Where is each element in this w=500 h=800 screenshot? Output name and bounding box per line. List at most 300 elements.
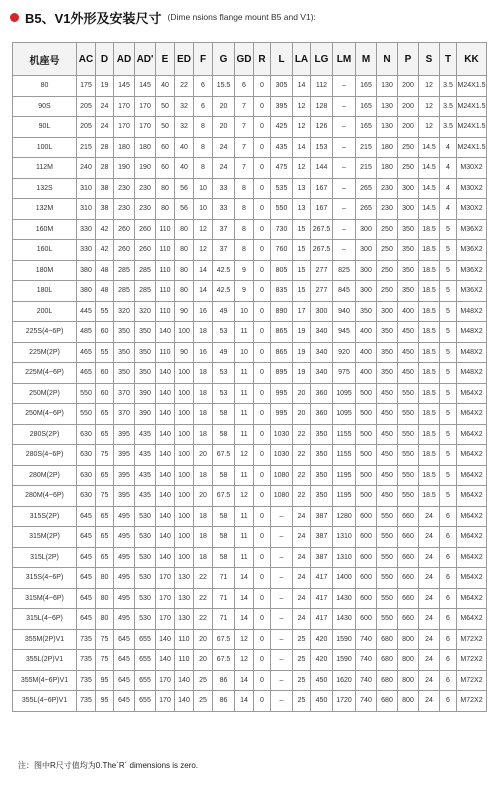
table-cell: 22	[293, 424, 311, 445]
table-cell: 0	[254, 506, 271, 527]
table-cell: 395	[114, 445, 135, 466]
table-cell: 110	[175, 629, 194, 650]
table-cell: 167	[311, 199, 333, 220]
table-cell: 500	[356, 465, 377, 486]
table-cell: 740	[356, 650, 377, 671]
table-cell: 350	[398, 240, 419, 261]
table-cell: 680	[377, 691, 398, 712]
table-row	[13, 650, 487, 671]
table-cell: 370	[114, 383, 135, 404]
table-cell: 350	[311, 486, 333, 507]
table-cell: 67.5	[213, 486, 235, 507]
table-cell: M64X2	[457, 486, 487, 507]
table-cell: 18	[194, 506, 213, 527]
table-cell: –	[333, 76, 356, 97]
table-cell: 100	[175, 465, 194, 486]
table-cell: 200	[398, 76, 419, 97]
table-cell: 19	[96, 76, 114, 97]
table-cell: 140	[175, 691, 194, 712]
table-cell: M64X2	[457, 404, 487, 425]
table-cell: 895	[271, 363, 293, 384]
column-header: LM	[333, 43, 356, 76]
table-cell: 65	[96, 506, 114, 527]
table-cell: 655	[135, 691, 156, 712]
table-cell: 53	[213, 363, 235, 384]
table-cell: 230	[377, 178, 398, 199]
column-header: AD'	[135, 43, 156, 76]
table-cell: 350	[377, 322, 398, 343]
table-cell: 645	[77, 506, 96, 527]
table-cell: 55	[96, 301, 114, 322]
table-cell: M48X2	[457, 301, 487, 322]
table-cell: 865	[271, 322, 293, 343]
frame-size-cell: 280M(4~6P)	[13, 486, 77, 507]
table-cell: –	[271, 588, 293, 609]
table-cell: 110	[156, 240, 175, 261]
table-cell: 65	[96, 404, 114, 425]
table-cell: 7	[235, 96, 254, 117]
table-cell: 450	[311, 670, 333, 691]
table-cell: 205	[77, 117, 96, 138]
title-row	[10, 4, 316, 30]
table-cell: 67.5	[213, 650, 235, 671]
table-cell: 1195	[333, 486, 356, 507]
table-cell: 11	[235, 383, 254, 404]
table-cell: 25	[194, 691, 213, 712]
table-cell: 14.5	[419, 137, 440, 158]
table-cell: 230	[135, 178, 156, 199]
table-cell: 435	[135, 424, 156, 445]
table-cell: 6	[235, 76, 254, 97]
table-cell: 420	[311, 650, 333, 671]
table-cell: 655	[135, 629, 156, 650]
table-cell: 170	[156, 670, 175, 691]
table-cell: 630	[77, 486, 96, 507]
table-cell: M24X1.5	[457, 117, 487, 138]
table-cell: 6	[440, 588, 457, 609]
table-cell: 32	[175, 96, 194, 117]
table-cell: 300	[311, 301, 333, 322]
frame-size-cell: 180L	[13, 281, 77, 302]
table-cell: 250	[398, 137, 419, 158]
table-cell: 18.5	[419, 322, 440, 343]
table-cell: 145	[114, 76, 135, 97]
table-row	[13, 137, 487, 158]
frame-size-cell: 100L	[13, 137, 77, 158]
table-cell: 800	[398, 691, 419, 712]
table-cell: 735	[77, 691, 96, 712]
table-cell: 5	[440, 465, 457, 486]
table-row	[13, 199, 487, 220]
table-cell: 67.5	[213, 445, 235, 466]
table-row	[13, 404, 487, 425]
table-cell: 495	[114, 547, 135, 568]
table-cell: 310	[77, 178, 96, 199]
table-cell: 58	[213, 424, 235, 445]
table-cell: 25	[293, 650, 311, 671]
table-cell: 450	[377, 404, 398, 425]
table-cell: 11	[235, 363, 254, 384]
table-cell: 18.5	[419, 465, 440, 486]
table-cell: M48X2	[457, 342, 487, 363]
table-cell: 56	[175, 199, 194, 220]
table-cell: M30X2	[457, 158, 487, 179]
table-cell: 24	[419, 568, 440, 589]
table-row	[13, 629, 487, 650]
table-cell: M64X2	[457, 568, 487, 589]
table-cell: 60	[156, 137, 175, 158]
table-cell: 9	[235, 260, 254, 281]
table-cell: 250	[377, 219, 398, 240]
table-cell: 215	[356, 158, 377, 179]
table-cell: M64X2	[457, 383, 487, 404]
table-cell: 38	[96, 199, 114, 220]
table-cell: 645	[77, 588, 96, 609]
table-cell: 100	[175, 547, 194, 568]
table-cell: 24	[96, 96, 114, 117]
table-cell: M64X2	[457, 588, 487, 609]
table-cell: 390	[135, 404, 156, 425]
table-row	[13, 609, 487, 630]
table-cell: 5	[440, 281, 457, 302]
table-cell: 130	[175, 588, 194, 609]
table-cell: 285	[135, 260, 156, 281]
table-cell: 350	[135, 322, 156, 343]
table-cell: 267.5	[311, 219, 333, 240]
table-cell: 1095	[333, 383, 356, 404]
table-cell: 8	[194, 117, 213, 138]
table-cell: 100	[175, 363, 194, 384]
table-cell: 450	[377, 465, 398, 486]
table-cell: 1095	[333, 404, 356, 425]
table-cell: 140	[175, 670, 194, 691]
table-cell: 55	[96, 342, 114, 363]
table-cell: 190	[114, 158, 135, 179]
table-cell: 350	[398, 219, 419, 240]
table-row	[13, 342, 487, 363]
table-cell: –	[333, 240, 356, 261]
table-cell: 22	[194, 609, 213, 630]
table-cell: 7	[235, 117, 254, 138]
table-cell: 0	[254, 404, 271, 425]
table-cell: 680	[377, 629, 398, 650]
table-cell: M64X2	[457, 465, 487, 486]
table-cell: 8	[194, 137, 213, 158]
table-cell: 995	[271, 383, 293, 404]
table-cell: 0	[254, 219, 271, 240]
table-cell: 15	[293, 219, 311, 240]
table-cell: 110	[156, 281, 175, 302]
table-cell: 350	[356, 301, 377, 322]
table-cell: 5	[440, 363, 457, 384]
table-cell: 14	[235, 609, 254, 630]
table-cell: 37	[213, 240, 235, 261]
table-cell: 465	[77, 363, 96, 384]
table-cell: 250	[398, 158, 419, 179]
frame-size-cell: 315S(2P)	[13, 506, 77, 527]
frame-size-cell: 132M	[13, 199, 77, 220]
table-cell: 38	[96, 178, 114, 199]
column-header: LG	[311, 43, 333, 76]
table-cell: 400	[398, 301, 419, 322]
table-cell: 20	[194, 629, 213, 650]
frame-size-cell: 225M(4~6P)	[13, 363, 77, 384]
table-cell: 495	[114, 588, 135, 609]
table-cell: 71	[213, 588, 235, 609]
table-cell: 680	[377, 650, 398, 671]
table-cell: 0	[254, 650, 271, 671]
table-cell: 530	[135, 506, 156, 527]
table-cell: 0	[254, 260, 271, 281]
column-header: LA	[293, 43, 311, 76]
table-cell: 350	[114, 322, 135, 343]
table-cell: 0	[254, 199, 271, 220]
table-cell: 500	[356, 404, 377, 425]
table-cell: 550	[77, 383, 96, 404]
column-header: ED	[175, 43, 194, 76]
table-cell: 435	[135, 445, 156, 466]
table-cell: 400	[356, 322, 377, 343]
table-row	[13, 301, 487, 322]
table-cell: 1400	[333, 568, 356, 589]
table-row	[13, 322, 487, 343]
table-cell: 20	[194, 650, 213, 671]
table-cell: 8	[235, 178, 254, 199]
table-row	[13, 424, 487, 445]
table-cell: 80	[175, 260, 194, 281]
table-cell: –	[271, 547, 293, 568]
table-cell: 140	[156, 322, 175, 343]
table-cell: 5	[440, 342, 457, 363]
table-cell: 735	[77, 629, 96, 650]
table-cell: –	[271, 609, 293, 630]
table-cell: 80	[175, 240, 194, 261]
table-cell: 350	[135, 342, 156, 363]
table-cell: 6	[440, 506, 457, 527]
column-header: L	[271, 43, 293, 76]
table-cell: 740	[356, 629, 377, 650]
table-cell: 33	[213, 199, 235, 220]
table-row	[13, 76, 487, 97]
table-cell: 550	[398, 424, 419, 445]
table-cell: 0	[254, 158, 271, 179]
table-cell: 24	[293, 609, 311, 630]
table-cell: 285	[114, 281, 135, 302]
table-cell: 1080	[271, 486, 293, 507]
table-cell: 6	[440, 691, 457, 712]
table-cell: 0	[254, 568, 271, 589]
table-cell: 845	[333, 281, 356, 302]
column-header: D	[96, 43, 114, 76]
table-cell: 75	[96, 629, 114, 650]
table-cell: 80	[156, 199, 175, 220]
table-cell: 655	[135, 670, 156, 691]
table-cell: 380	[77, 260, 96, 281]
table-cell: 0	[254, 465, 271, 486]
table-cell: 180	[135, 137, 156, 158]
table-cell: 140	[156, 383, 175, 404]
table-cell: 144	[311, 158, 333, 179]
table-cell: M30X2	[457, 178, 487, 199]
table-cell: 265	[356, 178, 377, 199]
table-cell: 12	[235, 650, 254, 671]
table-cell: 33	[213, 178, 235, 199]
table-cell: 350	[114, 342, 135, 363]
table-cell: 350	[135, 363, 156, 384]
frame-size-cell: 160M	[13, 219, 77, 240]
table-cell: 495	[114, 609, 135, 630]
table-cell: 24	[293, 588, 311, 609]
table-cell: M30X2	[457, 199, 487, 220]
table-cell: 530	[135, 527, 156, 548]
table-cell: 170	[156, 568, 175, 589]
table-cell: 500	[356, 445, 377, 466]
table-cell: 550	[377, 547, 398, 568]
table-row	[13, 240, 487, 261]
table-cell: 14	[293, 76, 311, 97]
table-cell: –	[271, 670, 293, 691]
frame-size-cell: 315L(4~6P)	[13, 609, 77, 630]
table-cell: 370	[114, 404, 135, 425]
table-cell: 12	[293, 158, 311, 179]
table-cell: 200	[398, 117, 419, 138]
table-cell: M64X2	[457, 527, 487, 548]
table-cell: 49	[213, 342, 235, 363]
table-cell: 0	[254, 670, 271, 691]
table-cell: 14.5	[419, 158, 440, 179]
table-row	[13, 383, 487, 404]
frame-size-cell: 112M	[13, 158, 77, 179]
table-cell: 12	[419, 117, 440, 138]
table-cell: –	[333, 199, 356, 220]
table-cell: 1430	[333, 588, 356, 609]
table-cell: 1310	[333, 527, 356, 548]
table-cell: 10	[235, 342, 254, 363]
table-cell: 310	[77, 199, 96, 220]
table-cell: 550	[398, 486, 419, 507]
table-cell: 9	[235, 281, 254, 302]
column-header: N	[377, 43, 398, 76]
table-cell: 450	[398, 322, 419, 343]
table-row	[13, 178, 487, 199]
table-cell: 90	[175, 342, 194, 363]
table-cell: 530	[135, 609, 156, 630]
table-cell: 130	[175, 609, 194, 630]
table-cell: 6	[440, 568, 457, 589]
table-cell: 0	[254, 691, 271, 712]
table-cell: 0	[254, 301, 271, 322]
table-cell: 0	[254, 117, 271, 138]
table-cell: 165	[356, 76, 377, 97]
table-cell: 12	[419, 76, 440, 97]
table-cell: 660	[398, 547, 419, 568]
table-cell: 50	[156, 96, 175, 117]
table-cell: 170	[135, 117, 156, 138]
table-cell: M72X2	[457, 650, 487, 671]
table-cell: 550	[377, 588, 398, 609]
table-cell: 417	[311, 609, 333, 630]
table-cell: 12	[235, 445, 254, 466]
column-header: KK	[457, 43, 487, 76]
table-row	[13, 445, 487, 466]
table-cell: 400	[356, 342, 377, 363]
table-cell: 800	[398, 629, 419, 650]
table-cell: 645	[77, 547, 96, 568]
table-cell: 110	[156, 301, 175, 322]
frame-size-cell: 315L(2P)	[13, 547, 77, 568]
table-cell: 300	[356, 260, 377, 281]
table-cell: 24	[293, 506, 311, 527]
frame-size-cell: 280S(2P)	[13, 424, 77, 445]
table-cell: 920	[333, 342, 356, 363]
table-cell: 22	[175, 76, 194, 97]
table-cell: 0	[254, 137, 271, 158]
table-cell: 24	[293, 568, 311, 589]
table-cell: 340	[311, 363, 333, 384]
table-cell: 450	[398, 363, 419, 384]
table-cell: 890	[271, 301, 293, 322]
table-cell: 0	[254, 342, 271, 363]
table-cell: 86	[213, 691, 235, 712]
table-row	[13, 465, 487, 486]
table-cell: 340	[311, 322, 333, 343]
table-cell: M24X1.5	[457, 96, 487, 117]
table-cell: 0	[254, 383, 271, 404]
table-cell: 130	[175, 568, 194, 589]
table-cell: 395	[114, 486, 135, 507]
table-cell: 5	[440, 260, 457, 281]
frame-size-cell: 90L	[13, 117, 77, 138]
table-row	[13, 96, 487, 117]
table-cell: 80	[175, 281, 194, 302]
table-cell: 395	[271, 96, 293, 117]
table-cell: 6	[440, 629, 457, 650]
table-cell: M64X2	[457, 445, 487, 466]
table-cell: 140	[156, 506, 175, 527]
table-cell: 655	[135, 650, 156, 671]
table-cell: 5	[440, 404, 457, 425]
table-cell: 75	[96, 445, 114, 466]
table-row	[13, 670, 487, 691]
table-cell: 0	[254, 527, 271, 548]
table-cell: 6	[440, 670, 457, 691]
table-row	[13, 486, 487, 507]
table-cell: 330	[77, 240, 96, 261]
table-cell: 18	[194, 404, 213, 425]
table-cell: 80	[175, 219, 194, 240]
table-cell: 300	[356, 281, 377, 302]
table-cell: 140	[156, 445, 175, 466]
table-cell: 18	[194, 424, 213, 445]
table-cell: 42.5	[213, 260, 235, 281]
table-cell: 140	[156, 486, 175, 507]
table-cell: M36X2	[457, 260, 487, 281]
table-cell: M64X2	[457, 506, 487, 527]
table-cell: M36X2	[457, 240, 487, 261]
table-cell: 360	[311, 404, 333, 425]
table-cell: 330	[77, 219, 96, 240]
table-cell: 835	[271, 281, 293, 302]
table-cell: 630	[77, 465, 96, 486]
table-cell: 645	[114, 629, 135, 650]
table-cell: 395	[114, 424, 135, 445]
table-cell: 24	[419, 691, 440, 712]
table-cell: 285	[114, 260, 135, 281]
table-cell: 140	[156, 363, 175, 384]
table-cell: 300	[398, 178, 419, 199]
table-cell: 140	[156, 404, 175, 425]
table-cell: 24	[419, 650, 440, 671]
